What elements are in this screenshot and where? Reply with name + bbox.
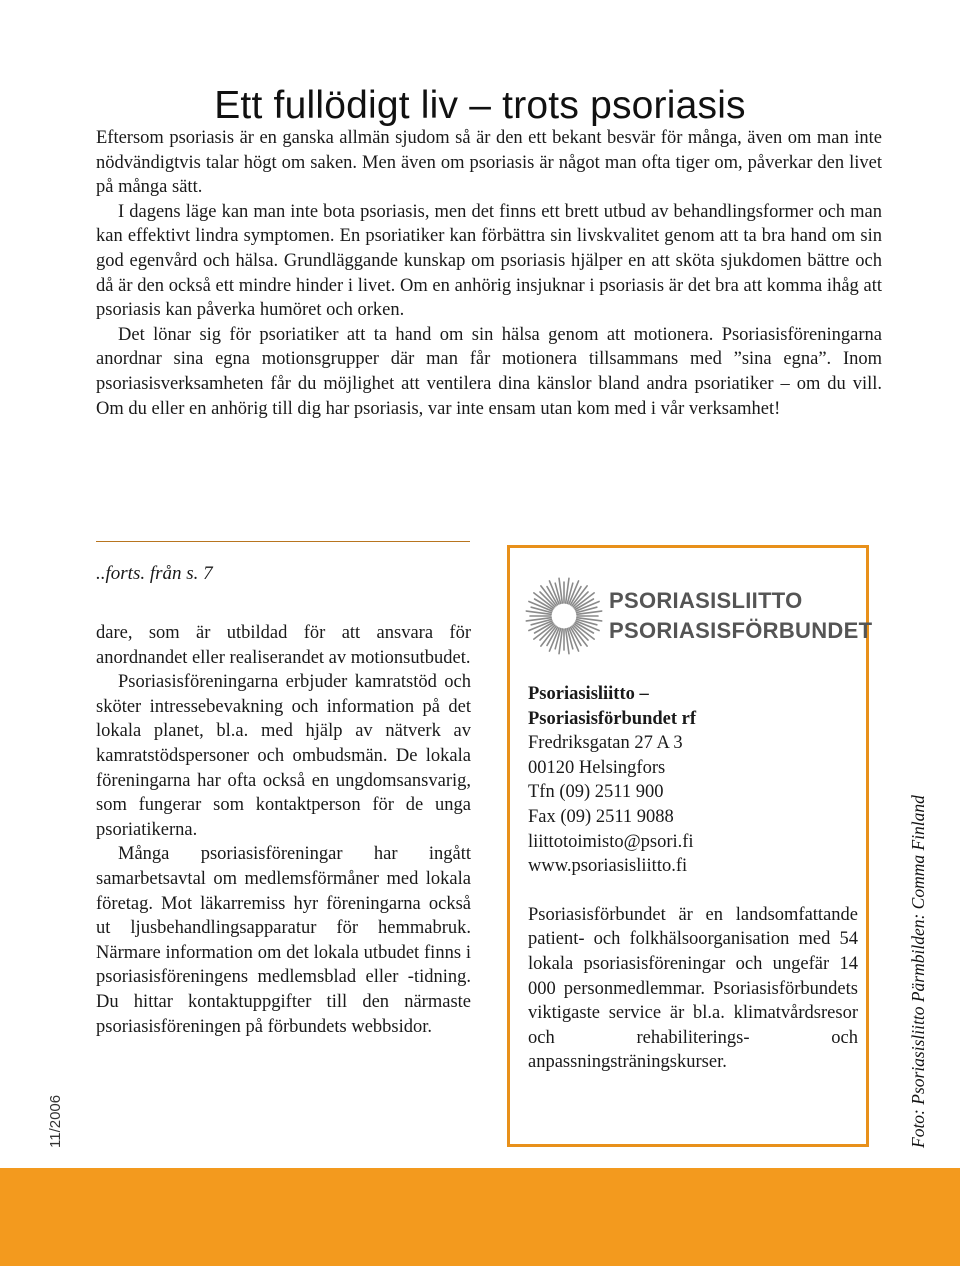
organization-logo (524, 576, 873, 656)
photo-credit: Foto: Psoriasisliitto Pärmbilden: Comma Finland (908, 795, 928, 1148)
website-link[interactable]: www.psoriasisliitto.fi (528, 856, 688, 877)
continued-paragraph: dare, som är utbildad för att ansvara för anordnandet eller realiserandet av motionsutbudet. (96, 623, 471, 668)
email-link[interactable]: liittotoimisto@psori.fi (528, 831, 694, 852)
logo-text (609, 586, 872, 646)
logo-line: PSORIASISLIITTO (609, 588, 803, 613)
section-divider (96, 541, 470, 542)
organization-description: Psoriasisförbundet är en landsomfattande patient- och folkhälsoorganisation med 54 lokala psoriasisföreningar och ungefär 14 000 personmedlemmar. Psoriasisförbundets viktigaste service är bl.a. klimatvårdsresor och rehabiliterings- och anpassningsträningskurser. (528, 904, 858, 1073)
continued-paragraph: Många psoriasisföreningar har ingått samarbetsavtal om medlemsförmåner med lokala företag. Mot läkarremiss hyr föreningarna också ut ljusbehandlingsapparatur för hemmabruk. Närmare information om det lokala utbudet finns i psoriasisföreningens medlemsblad eller -tidning. Du hittar kontaktuppgifter till den närmaste psoriasisföreningen på förbundets webbsidor. (96, 844, 471, 1037)
contact-box (507, 545, 873, 1147)
intro-paragraph: Eftersom psoriasis är en ganska allmän sjudom så är den ett bekant besvär för många, även om man inte nödvändigtvis talar högt om saken. Men även om psoriasis är något man ofta tiger om, påverkar den livet på många sätt. (96, 128, 882, 198)
address: Fredriksgatan 27 A 3 (528, 733, 683, 754)
continued-paragraph: Psoriasisföreningarna erbjuder kamratstöd och sköter intressebevakning och information på det lokala planet, bl.a. med hjälp av nätverk av kamratstödspersoner och ombudsmän. De lokala föreningarna har ofta också en ungdomsansvarig, som fungerar som kontaktperson för de unga psoriatikerna. (96, 672, 471, 840)
continued-text (96, 621, 471, 1039)
continued-label: ..forts. från s. 7 (96, 563, 213, 584)
organization-name: Psoriasisliitto – (528, 684, 649, 704)
postal-address: 00120 Helsingfors (528, 757, 666, 778)
fax: Fax (09) 2511 9088 (528, 806, 674, 827)
logo-line: PSORIASISFÖRBUNDET (609, 618, 873, 643)
intro-paragraph: I dagens läge kan man inte bota psoriasis, men det finns ett brett utbud av behandlingsformer och man kan effektivt lindra symptomen. En psoriatiker kan förbättra sin livskvalitet genom att ta bra hand om sin god egenvård och hälsa. Grundläggande kunskap om psoriasis hjälper en att sköta sjukdomen bättre och då är den också ett mindre hinder i livet. Om en anhörig insjuknar i psoriasis är det bra att komma ihåg att psoriasis kan påverka humöret och orken. (96, 201, 882, 321)
organization-name: Psoriasisförbundet rf (528, 708, 697, 729)
footer-band (0, 1168, 960, 1266)
sunburst-logo-icon (524, 576, 604, 656)
intro-paragraph: Det lönar sig för psoriatiker att ta hand om sin hälsa genom att motionera. Psoriasisföreningarna anordnar sina egna motionsgrupper där man får motionera tillsammans med ”sina egna”. Inom psoriasisverksamheten får du möjlighet att ventilera dina känslor bland andra psoriatiker – om du vill. Om du eller en anhörig till dig har psoriasis, var inte ensam utan kom med i vår verksamhet! (96, 324, 882, 419)
issue-label: 11/2006 (47, 1094, 64, 1148)
intro-text (96, 126, 882, 421)
organization-info (528, 682, 858, 1075)
page-title: Ett fullödigt liv – trots psoriasis (214, 84, 746, 128)
phone: Tfn (09) 2511 900 (528, 782, 664, 803)
